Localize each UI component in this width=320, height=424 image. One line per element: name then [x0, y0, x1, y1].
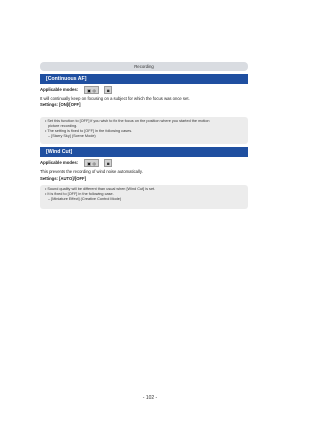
notes-box [40, 185, 248, 209]
movie-mode-box [104, 86, 112, 94]
movie-mode-icon: ◙ [106, 160, 110, 166]
note-line: – [Starry Sky] (Scene Mode) [48, 134, 96, 138]
applicable-modes-row [40, 86, 112, 94]
section-description: It will continually keep on focusing on a subject for which the focus was once set. [40, 96, 190, 101]
movie-mode-icon: ◙ [106, 87, 110, 93]
notes-box [40, 117, 248, 144]
chapter-tab: Recording [40, 62, 248, 71]
section-description: This prevents the recording of wind noise automatically. [40, 169, 143, 174]
note-line: – [Miniature Effect] (Creative Control Mode) [48, 197, 122, 201]
camera-intelligent-auto-plus-icon: ◎ [92, 160, 96, 166]
applicable-modes-label: Applicable modes: [40, 87, 79, 92]
section-settings: Settings: [AUTO]/[OFF] [40, 176, 86, 181]
camera-intelligent-auto-icon: ▣ [87, 160, 91, 166]
camera-intelligent-auto-icon: ▣ [87, 87, 91, 93]
section-settings: Settings: [ON]/[OFF] [40, 102, 81, 107]
movie-mode-box [104, 159, 112, 167]
note-line: • Sound quality will be different than usual when [Wind Cut] is set. [45, 187, 156, 191]
mode-icons-group [84, 159, 99, 167]
section-title-continuous-af: [Continuous AF] [40, 74, 248, 84]
note-line: picture recording. [48, 124, 78, 128]
page-number: - 102 - [142, 395, 158, 401]
note-line: • It is fixed to [OFF] in the following case. [45, 192, 114, 196]
camera-intelligent-auto-plus-icon: ◎ [92, 87, 96, 93]
section-title-wind-cut: [Wind Cut] [40, 147, 248, 157]
note-line: • Set this function to [OFF] if you wish to fix the focus on the position where you started the motion [45, 119, 210, 123]
note-line: • The setting is fixed to [OFF] in the following cases. [45, 129, 133, 133]
applicable-modes-row [40, 159, 112, 167]
mode-icons-group [84, 86, 99, 94]
applicable-modes-label: Applicable modes: [40, 160, 79, 165]
